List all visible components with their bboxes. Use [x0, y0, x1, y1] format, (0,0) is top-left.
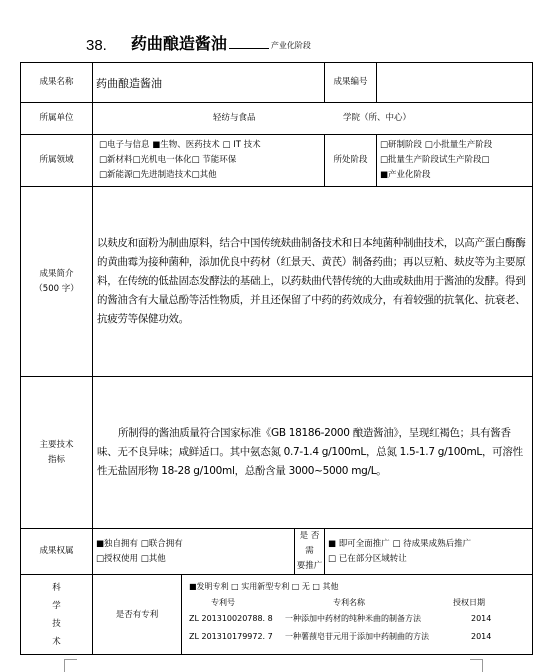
patent-label: 是否有专利 [93, 575, 182, 655]
section-heading [86, 28, 311, 54]
achievement-table [20, 62, 533, 655]
patent-item-date: 2014 [471, 614, 492, 623]
promo-label-2: 要推广 [296, 561, 323, 571]
unit-label: 所属单位 [21, 103, 93, 135]
indicators-text: 所制得的酱油质量符合国家标准《GB 18186-2000 酿造酱油》，呈现红褐色；具有酱香味、无不良异味；咸鲜适口。其中氨态氮 0.7-1.4 g/100mL，总氮 1.5-1.7 g/100mL，可溶性性无盐固形物 18-28 g/100ml，总酚含量 3000~5000 mg/L。 [93, 377, 533, 529]
patent-item-no: ZL 201310179972. 7 [189, 632, 273, 641]
college-text: 学院（所、中心） [343, 113, 412, 123]
side-char: 科 [52, 582, 61, 593]
table-row [21, 103, 533, 135]
name-value: 药曲酿造酱油 [93, 63, 325, 103]
patent-types: ■发明专利 □ 实用新型专利 □ 无 □ 其他 [189, 582, 339, 591]
stage-line-3: ■产业化阶段 [380, 170, 431, 180]
promo-label-1: 是 否 需 [299, 531, 320, 556]
patent-item-name: 一种薯蓣皂苷元用于添加中药制曲的方法 [285, 632, 429, 641]
indicators-label-cell [21, 377, 93, 529]
table-row [21, 575, 533, 655]
title-dash [229, 48, 269, 49]
unit-value: 轻纺与食品 [213, 113, 256, 123]
table-row [21, 377, 533, 529]
section-title: 药曲酿造酱油 [130, 34, 227, 53]
unit-cell [93, 103, 533, 135]
summary-text: 以麸皮和面粉为制曲原料，结合中国传统麸曲制备技术和日本纯菌种制曲技术，以高产蛋白酶酶的黄曲霉为接种菌种，添加优良中药材（红景天、黄芪）制备药曲；再以豆粕、麸皮等为主要原料，在传统的低盐固态发酵法的基础上，以药麸曲代替传统的大曲或麸曲用于酱油的发酵。得到的酱油含有大量总酚等活性物质，并且还保留了中药的药效成分，有着较强的抗氧化、抗衰老、抗疲劳等保健功效。 [93, 187, 533, 377]
summary-label: 成果简介 [39, 268, 74, 279]
table-row [21, 529, 533, 575]
summary-label-cell [21, 187, 93, 377]
code-value [377, 63, 533, 103]
field-options [93, 135, 325, 187]
promo-options [325, 529, 533, 575]
rights-line-1: ■独自拥有 □联合拥有 [96, 538, 183, 549]
stage-label: 所处阶段 [325, 135, 377, 187]
section-number: 38. [86, 37, 107, 54]
patent-head-date: 授权日期 [453, 598, 485, 607]
table-row [21, 187, 533, 377]
patent-head-name: 专利名称 [333, 598, 365, 607]
stage-line-1: □研制阶段 □小批量生产阶段 [380, 140, 493, 150]
patent-cell [93, 575, 533, 655]
field-label: 所属领域 [21, 135, 93, 187]
name-label: 成果名称 [21, 63, 93, 103]
rights-label: 成果权属 [21, 529, 93, 575]
table-row [21, 135, 533, 187]
field-line-3: □新能源□先进制造技术□其他 [99, 170, 217, 180]
indicators-label: 主要技术 [39, 439, 74, 450]
corner-mark-right [470, 659, 483, 672]
patent-item-name: 一种添加中药材的纯种米曲的制备方法 [285, 614, 421, 623]
stage-line-2: □批量生产阶段试生产阶段□ [380, 155, 490, 165]
side-char: 技 [52, 618, 61, 629]
indicators-label-2: 指标 [47, 454, 65, 465]
patent-item-date: 2014 [471, 632, 492, 641]
side-char: 术 [52, 636, 61, 647]
patent-head-no: 专利号 [211, 598, 235, 607]
field-line-1: □电子与信息 ■生物、医药技术 □ IT 技术 [99, 140, 261, 150]
summary-label-note: （500 字） [34, 283, 79, 294]
promo-line-1: ■ 即可全面推广 □ 待成果成熟后推广 [328, 538, 472, 549]
table-row [21, 63, 533, 103]
section-subtitle: 产业化阶段 [270, 41, 311, 50]
code-label: 成果编号 [325, 63, 377, 103]
stage-options [377, 135, 533, 187]
promo-line-2: □ 已在部分区域转让 [328, 553, 407, 564]
rights-line-2: □授权使用 □其他 [96, 553, 166, 564]
field-line-2: □新材料□光机电一体化□ 节能环保 [99, 155, 237, 165]
patent-side-label [21, 575, 93, 655]
corner-mark-left [64, 659, 77, 672]
side-char: 学 [52, 600, 61, 611]
rights-options [93, 529, 295, 575]
promo-label-cell [295, 529, 325, 575]
patent-item-no: ZL 201310020788. 8 [189, 614, 273, 623]
